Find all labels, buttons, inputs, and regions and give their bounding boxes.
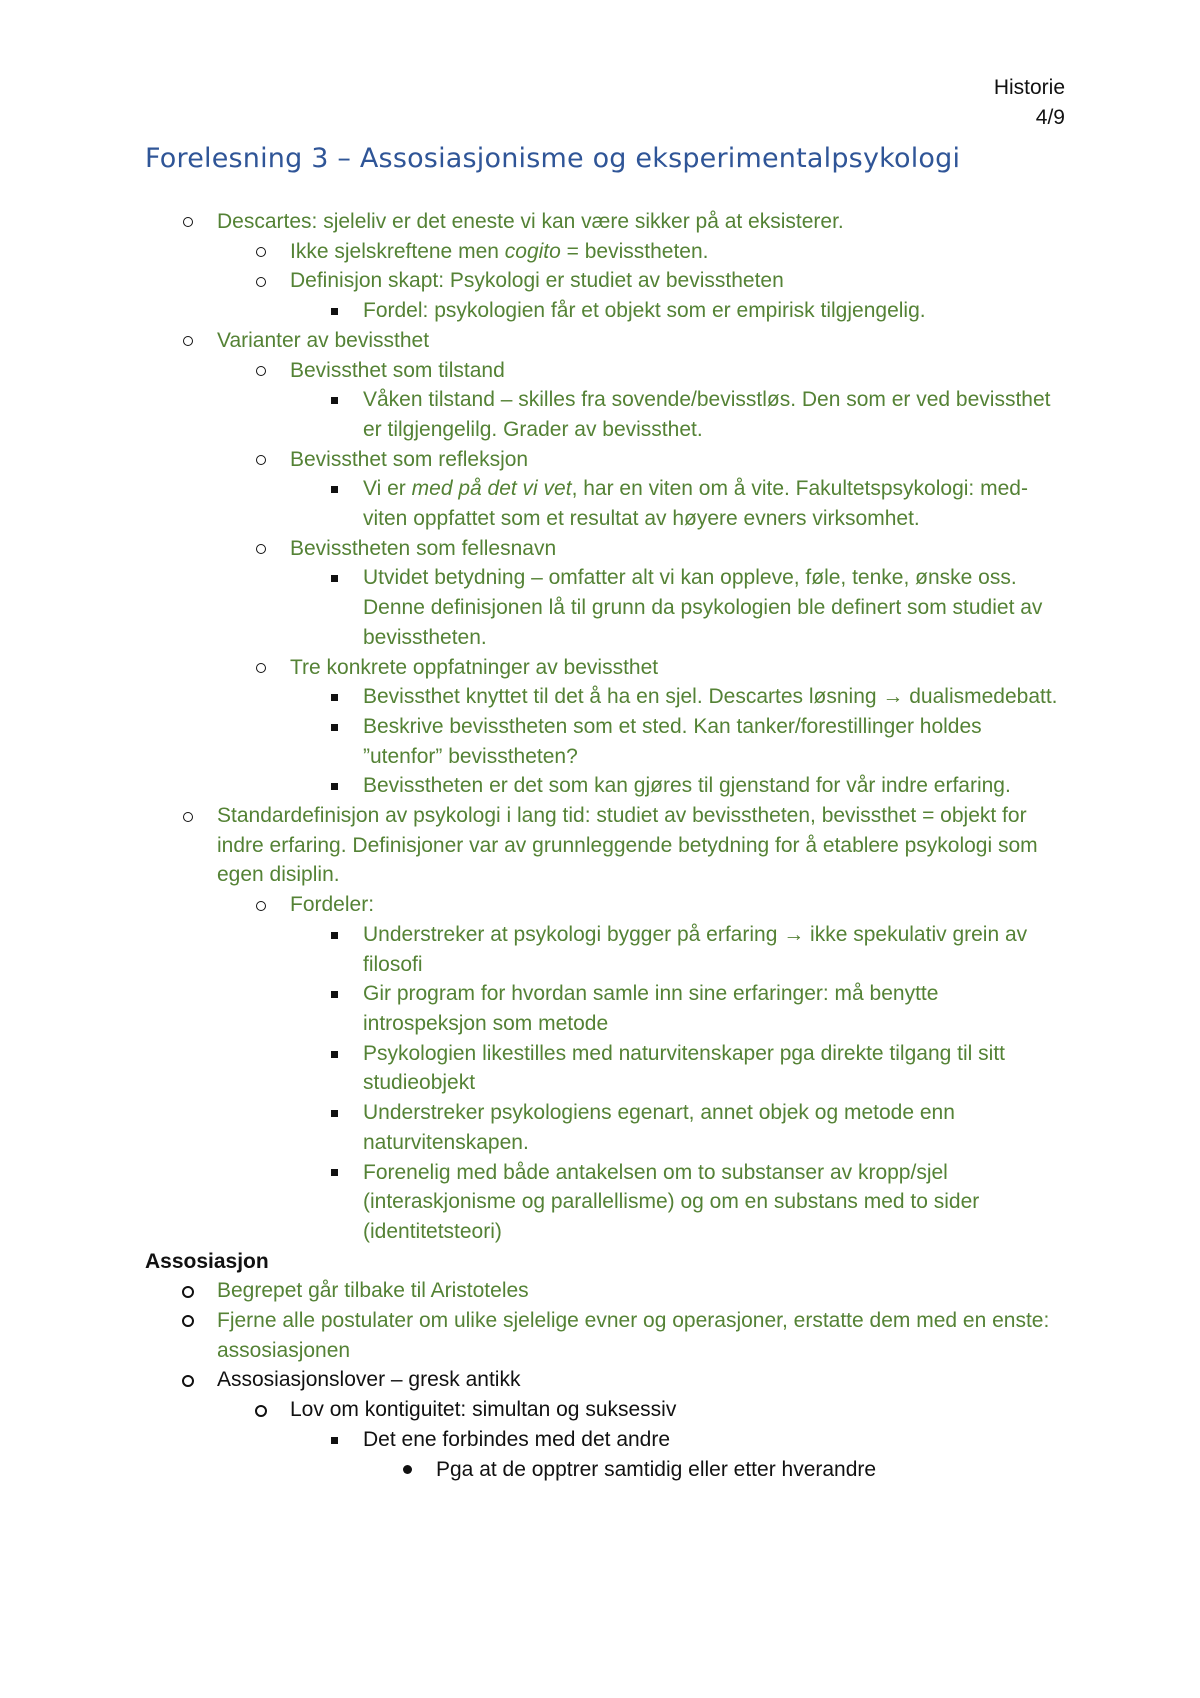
notes-list	[0, 207, 1200, 1484]
round-bullet-icon	[397, 1455, 417, 1485]
list-item	[0, 296, 1200, 326]
hollow-circle-bullet-icon	[251, 237, 271, 267]
list-item-text: Tre konkrete oppfatninger av bevissthet	[290, 655, 659, 679]
square-bullet-icon	[324, 920, 344, 950]
list-item-text: Bevisstheten er det som kan gjøres til gjenstand for vår indre erfaring.	[363, 774, 1011, 798]
list-item-text: Lov om kontiguitet: simultan og suksessiv	[290, 1398, 677, 1422]
square-bullet-icon	[324, 979, 344, 1009]
list-item	[0, 1395, 1200, 1425]
hollow-circle-bullet-icon	[251, 266, 271, 296]
hollow-circle-bullet-icon	[178, 326, 198, 356]
emphasis-text: cogito	[504, 239, 561, 263]
list-item	[0, 771, 1200, 801]
list-item	[0, 920, 1200, 979]
arrow-right-icon: →	[882, 685, 904, 709]
hollow-circle-bullet-icon	[251, 653, 271, 683]
list-item-text: Det ene forbindes med det andre	[363, 1427, 671, 1451]
list-item	[0, 1306, 1200, 1365]
list-item	[0, 1158, 1200, 1247]
list-item-text: Fjerne alle postulater om ulike sjelelige evner og operasjoner, erstatte dem med en enste: assosiasjonen	[217, 1309, 1050, 1362]
list-item-text: Våken tilstand – skilles fra sovende/bevisstløs. Den som er ved bevissthet er tilgjengelilg. Grader av bevissthet.	[363, 388, 1051, 441]
list-item-text: Descartes: sjeleliv er det eneste vi kan være sikker på at eksisterer.	[217, 210, 844, 233]
list-item-text: Bevissthet som refleksjon	[290, 447, 529, 471]
list-item-text: Assosiasjonslover – gresk antikk	[217, 1368, 521, 1392]
list-item-text: Standardefinisjon av psykologi i lang tid: studiet av bevisstheten, bevissthet = objekt for indre erfaring. Definisjoner var av grunnleggende betydning for å etablere psykologi som egen disiplin.	[217, 804, 1038, 887]
square-bullet-icon	[324, 1098, 344, 1128]
list-item	[0, 534, 1200, 564]
list-item-text: Varianter av bevissthet	[217, 328, 430, 352]
list-item	[0, 1425, 1200, 1455]
list-item-text: Pga at de opptrer samtidig eller etter hverandre	[436, 1457, 877, 1481]
list-item-text: Gir program for hvordan samle inn sine erfaringer: må benytte introspeksjon som metode	[363, 982, 939, 1035]
list-item	[0, 653, 1200, 683]
list-item-text: Bevissthet som tilstand	[290, 358, 505, 382]
list-item-text: Understreker psykologiens egenart, annet objek og metode enn naturvitenskapen.	[363, 1101, 955, 1154]
section-heading: Assosiasjon	[145, 1249, 269, 1273]
list-item	[0, 682, 1200, 712]
list-item	[0, 563, 1200, 652]
square-bullet-icon	[324, 712, 344, 742]
list-item-text: Fordeler:	[290, 893, 375, 917]
list-item-text: Beskrive bevisstheten som et sted. Kan tanker/forestillinger holdes ”utenfor” bevisstheten?	[363, 714, 982, 768]
list-item-text: Begrepet går tilbake til Aristoteles	[217, 1279, 529, 1303]
list-item	[0, 1365, 1200, 1395]
emphasis-text: med på det vi vet	[411, 477, 572, 501]
hollow-circle-bullet-icon	[178, 801, 198, 831]
list-item-text: Understreker at psykologi bygger på erfaring → ikke spekulativ grein av filosofi	[363, 922, 1028, 976]
square-bullet-icon	[324, 1425, 344, 1455]
list-item	[0, 266, 1200, 296]
square-bullet-icon	[324, 771, 344, 801]
list-item-text: Ikke sjelskreftene men cogito = bevisstheten.	[290, 239, 709, 263]
hollow-circle-bullet-icon	[251, 534, 271, 564]
hollow-circle-bullet-icon	[251, 890, 271, 920]
list-item	[0, 207, 1200, 237]
header-course: Historie	[993, 76, 1065, 99]
list-item-text: Forenelig med både antakelsen om to substanser av kropp/sjel (interaskjonisme og parallellisme) og om en substans med to sider (identitetsteori)	[363, 1160, 980, 1243]
hollow-circle-bullet-icon	[251, 356, 271, 386]
list-item-text: Definisjon skapt: Psykologi er studiet av bevisstheten	[290, 269, 784, 293]
list-item	[0, 979, 1200, 1038]
list-item	[0, 1455, 1200, 1485]
header-date: 4/9	[1035, 106, 1065, 129]
list-item	[0, 474, 1200, 533]
hollow-circle-bullet-icon	[178, 1276, 198, 1306]
list-item	[0, 890, 1200, 920]
list-item	[0, 326, 1200, 356]
square-bullet-icon	[324, 385, 344, 415]
list-item	[0, 712, 1200, 771]
hollow-circle-bullet-icon	[178, 1306, 198, 1336]
square-bullet-icon	[324, 296, 344, 326]
list-item-text: Psykologien likestilles med naturvitenskaper pga direkte tilgang til sitt studieobjekt	[363, 1041, 1005, 1095]
square-bullet-icon	[324, 474, 344, 504]
list-item	[0, 385, 1200, 444]
hollow-circle-bullet-icon	[178, 207, 198, 237]
arrow-right-icon: →	[783, 922, 805, 946]
list-item	[0, 237, 1200, 267]
list-item-text: Vi er med på det vi vet, har en viten om å vite. Fakultetspsykologi: med-viten oppfattet som et resultat av høyere evners virksomhet.	[363, 477, 1028, 531]
hollow-circle-bullet-icon	[251, 1395, 271, 1425]
list-item	[0, 1039, 1200, 1098]
list-item	[0, 1276, 1200, 1306]
page-title: Forelesning 3 – Assosiasjonisme og eksperimentalpsykologi	[145, 143, 961, 174]
list-item-text: Bevissthet knyttet til det å ha en sjel. Descartes løsning → dualismedebatt.	[363, 685, 1058, 709]
list-item	[0, 445, 1200, 475]
square-bullet-icon	[324, 1158, 344, 1188]
list-item	[0, 1098, 1200, 1157]
square-bullet-icon	[324, 1039, 344, 1069]
list-item	[0, 801, 1200, 890]
list-item-text: Fordel: psykologien får et objekt som er empirisk tilgjengelig.	[363, 299, 926, 323]
list-item-text: Bevisstheten som fellesnavn	[290, 536, 557, 560]
hollow-circle-bullet-icon	[178, 1365, 198, 1395]
hollow-circle-bullet-icon	[251, 445, 271, 475]
list-item-text: Utvidet betydning – omfatter alt vi kan oppleve, føle, tenke, ønske oss. Denne definisjonen lå til grunn da psykologien ble definert som studiet av bevisstheten.	[363, 566, 1043, 649]
square-bullet-icon	[324, 563, 344, 593]
square-bullet-icon	[324, 682, 344, 712]
list-item	[0, 356, 1200, 386]
